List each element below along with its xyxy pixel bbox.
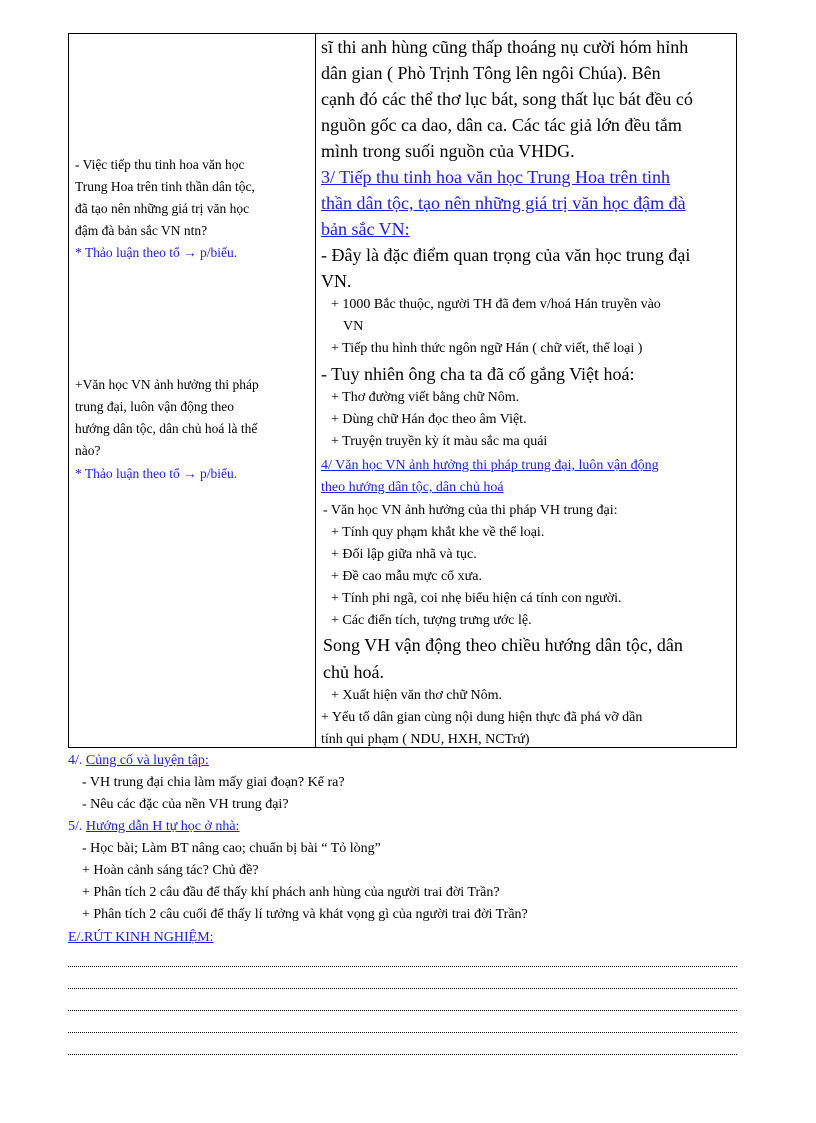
sec4-last-line2: tính qui phạm ( NDU, HXH, NCTrứ) — [321, 732, 530, 747]
sec4-item4: + Tính phi ngã, coi nhẹ biểu hiện cá tính con người. — [331, 591, 622, 606]
consolidation-title: Củng cố và luyện tập: — [85, 753, 209, 768]
intro-line5: mình trong suối nguồn của VHDG. — [321, 141, 575, 161]
sec4-item3: + Đề cao mẫu mực cổ xưa. — [331, 569, 482, 584]
lesson-table — [68, 33, 737, 748]
consolidation-number: 4/. — [68, 753, 83, 768]
sec4-item-b1: + Xuất hiện văn thơ chữ Nôm. — [331, 688, 503, 703]
sec4-p2-line1: Song VH vận động theo chiều hướng dân tộc, dân — [323, 635, 683, 655]
left-q2-note: * Thảo luận theo tổ → p/biểu. — [75, 466, 238, 481]
dotted-line-5 — [68, 1054, 737, 1055]
sec3-item-b1: + Thơ đường viết bằng chữ Nôm. — [331, 390, 520, 405]
sec3-heading-line3: bản sắc VN: — [321, 219, 410, 239]
sec4-heading-line1: 4/ Văn học VN ảnh hưởng thi pháp trung đại, luôn vận động — [321, 458, 659, 473]
sec4-item5: + Các điển tích, tượng trưng ước lệ. — [331, 613, 532, 628]
dotted-line-4 — [68, 1032, 737, 1033]
sec4-last-line1: + Yếu tố dân gian cùng nội dung hiện thực đã phá vỡ dần — [321, 710, 643, 725]
experience-title: E/.RÚT KINH NGHIỆM: — [68, 930, 214, 945]
selfstudy-title: Hướng dẫn H tự học ở nhà: — [85, 819, 240, 834]
dotted-line-2 — [68, 988, 737, 989]
sec3-p1-line2: VN. — [321, 271, 352, 291]
left-q2-line1: +Văn học VN ảnh hưởng thi pháp — [75, 377, 259, 392]
sec3-item-b3: + Truyện truyền kỳ ít màu sắc ma quái — [331, 434, 548, 449]
left-q1-line4: đậm đà bản sắc VN ntn? — [75, 223, 208, 238]
sec3-p1-line1: - Đây là đặc điểm quan trọng của văn học trung đại — [321, 245, 691, 265]
sec3-item-b2: + Dùng chữ Hán đọc theo âm Việt. — [331, 412, 527, 427]
sec4-item2: + Đối lập giữa nhã và tục. — [331, 547, 477, 562]
consolidation-heading — [68, 753, 209, 769]
sec3-p2: - Tuy nhiên ông cha ta đã cố gắng Việt hoá: — [321, 364, 635, 384]
sec4-item1: + Tính quy phạm khắt khe về thể loại. — [331, 525, 545, 540]
sec4-heading-line2: theo hướng dân tộc, dân chủ hoá — [321, 480, 504, 495]
intro-line1: sĩ thi anh hùng cũng thấp thoáng nụ cười hóm hỉnh — [321, 37, 689, 57]
selfstudy-item3: + Phân tích 2 câu đầu để thấy khí phách anh hùng của người trai đời Trần? — [82, 885, 500, 900]
sec3-item-a2: VN — [343, 319, 364, 334]
left-q2-line2: trung đại, luôn vận động theo — [75, 399, 234, 414]
sec4-p2-line2: chủ hoá. — [323, 662, 384, 682]
intro-line2: dân gian ( Phò Trịnh Tông lên ngôi Chúa). Bên — [321, 63, 661, 83]
sec3-heading-line1: 3/ Tiếp thu tinh hoa văn học Trung Hoa trên tinh — [321, 167, 671, 187]
sec3-item-a3: + Tiếp thu hình thức ngôn ngữ Hán ( chữ viết, thể loại ) — [331, 341, 643, 356]
sec3-item-a1: + 1000 Bắc thuộc, người TH đã đem v/hoá Hán truyền vào — [331, 297, 661, 312]
consolidation-item1: - VH trung đại chia làm mấy giai đoạn? Kể ra? — [82, 775, 345, 790]
left-q1-note: * Thảo luận theo tổ → p/biểu. — [75, 245, 238, 260]
left-q1-line1: - Việc tiếp thu tinh hoa văn học — [75, 157, 245, 172]
selfstudy-number: 5/. — [68, 819, 83, 834]
left-q1-line2: Trung Hoa trên tinh thần dân tộc, — [75, 179, 255, 194]
selfstudy-item1: - Học bài; Làm BT nâng cao; chuẩn bị bài “ Tỏ lòng” — [82, 841, 381, 856]
dotted-line-3 — [68, 1010, 737, 1011]
selfstudy-item4: + Phân tích 2 câu cuối để thấy lí tưởng và khát vọng gì của người trai đời Trần? — [82, 907, 528, 922]
intro-line4: nguồn gốc ca dao, dân ca. Các tác giả lớn đều tắm — [321, 115, 682, 135]
selfstudy-heading — [68, 819, 240, 835]
intro-line3: cạnh đó các thể thơ lục bát, song thất lục bát đều có — [321, 89, 693, 109]
consolidation-item2: - Nêu các đặc của nền VH trung đại? — [82, 797, 289, 812]
left-q1-line3: đã tạo nên những giá trị văn học — [75, 201, 250, 216]
sec4-p1: - Văn học VN ảnh hưởng của thi pháp VH trung đại: — [323, 503, 618, 518]
selfstudy-item2: + Hoàn cảnh sáng tác? Chủ đề? — [82, 863, 259, 878]
column-divider — [315, 34, 316, 747]
left-q2-line3: hướng dân tộc, dân chủ hoá là thế — [75, 421, 258, 436]
sec3-heading-line2: thần dân tộc, tạo nên những giá trị văn học đậm đà — [321, 193, 686, 213]
dotted-line-1 — [68, 966, 737, 967]
left-q2-line4: nào? — [75, 443, 101, 458]
